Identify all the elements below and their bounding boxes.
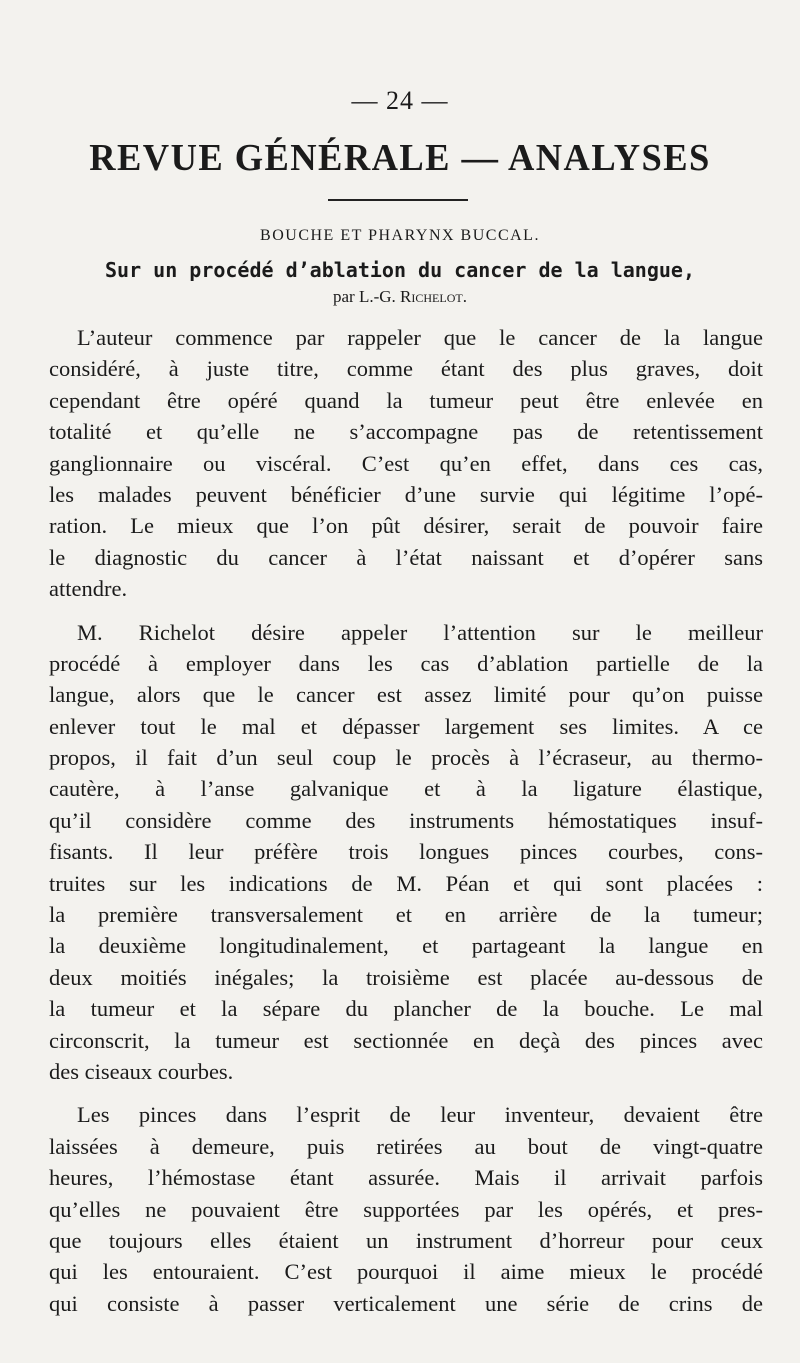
text-line: ration. Le mieux que l’on pût désirer, serait de pouvoir faire [49,513,763,539]
article-title: Sur un procédé d’ablation du cancer de la langue, [104,258,695,282]
paragraph [49,322,763,605]
text-line: truites sur les indications de M. Péan et qui sont placées : [49,870,763,896]
text-line: qu’il considère comme des instruments hémostatiques insuf- [49,807,763,833]
article-body [49,322,763,1319]
paragraph-gap [49,1087,763,1099]
text-line: totalité et qu’elle ne s’accompagne pas de retentissement [49,419,763,445]
text-line: circonscrit, la tumeur est sectionnée en deçà des pinces avec [49,1027,763,1053]
main-title: REVUE GÉNÉRALE — ANALYSES [89,137,711,179]
title-divider [328,199,468,201]
text-line: le diagnostic du cancer à l’état naissant et d’opérer sans [49,544,763,570]
text-line: heures, l’hémostase étant assurée. Mais il arrivait parfois [49,1165,763,1191]
text-line: laissées à demeure, puis retirées au bout de vingt-quatre [49,1133,763,1159]
section-heading: BOUCHE ET PHARYNX BUCCAL. [260,227,540,244]
text-line: enlever tout le mal et dépasser largement ses limites. A ce [49,713,763,739]
text-line: M. Richelot désire appeler l’attention sur le meilleur [77,619,763,645]
text-line: cependant être opéré quand la tumeur peut être enlevée en [49,387,763,413]
text-line: qui les entouraient. C’est pourquoi il aime mieux le procédé [49,1259,763,1285]
text-line: que toujours elles étaient un instrument d’horreur pour ceux [49,1227,763,1253]
text-line: cautère, à l’anse galvanique et à la ligature élastique, [49,776,763,802]
text-line: langue, alors que le cancer est assez limité pour qu’on puisse [49,682,763,708]
byline [0,287,800,307]
text-line: Les pinces dans l’esprit de leur inventeur, devaient être [77,1102,763,1128]
text-line: ganglionnaire ou viscéral. C’est qu’en effet, dans ces cas, [49,450,763,476]
text-line: la tumeur et la sépare du plancher de la bouche. Le mal [49,996,763,1022]
text-line: qui consiste à passer verticalement une série de crins de [49,1290,763,1316]
text-line: fisants. Il leur préfère trois longues pinces courbes, cons- [49,839,763,865]
text-line: la première transversalement et en arrière de la tumeur; [49,902,763,928]
paragraph-gap [49,605,763,617]
page-number: — 24 — [351,86,449,115]
text-line: considéré, à juste titre, comme étant des plus graves, doit [49,356,763,382]
text-line: les malades peuvent bénéficier d’une survie qui légitime l’opé- [49,481,763,507]
text-line: procédé à employer dans les cas d’ablation partielle de la [49,650,763,676]
text-line: deux moitiés inégales; la troisième est placée au-dessous de [49,964,763,990]
text-line: propos, il fait d’un seul coup le procès à l’écraseur, au thermo- [49,745,763,771]
text-line: des ciseaux courbes. [49,1058,234,1084]
byline-prefix: par L.-G. [333,287,401,306]
text-line: la deuxième longitudinalement, et partageant la langue en [49,933,763,959]
text-line: L’auteur commence par rappeler que le cancer de la langue [77,325,763,350]
byline-author: Richelot. [400,287,467,306]
text-line: attendre. [49,576,128,602]
paragraph [49,617,763,1088]
paragraph [49,1099,763,1319]
text-line: qu’elles ne pouvaient être supportées par les opérés, et pres- [49,1196,763,1222]
